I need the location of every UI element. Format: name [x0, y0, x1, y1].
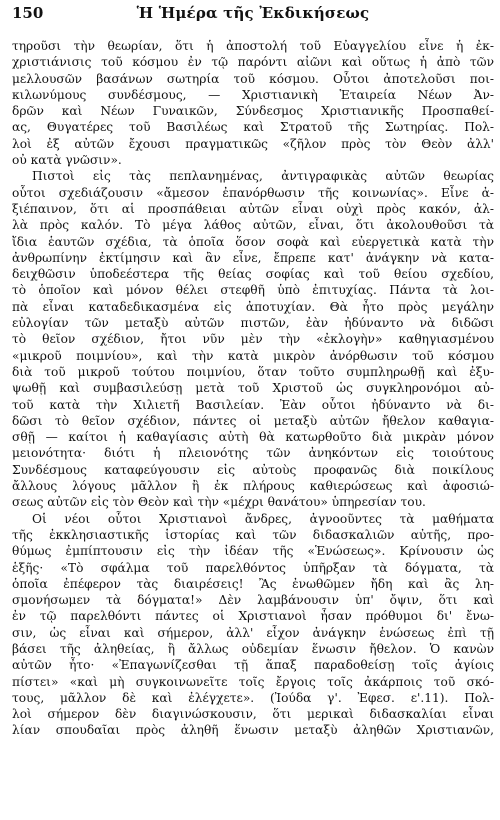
text-line: τὸ θεῖον σχέδιον, ἤτοι νῦν μὲν τὴν «ἐκλογὴν» καθηγιασμένου — [12, 332, 494, 347]
text-line: θύμως ἐμπίπτουσιν εἰς τὴν ἰδέαν τῆς «Ἑνώσεως». Κρίνουσιν ὡς — [12, 544, 494, 559]
text-line: τους, μᾶλλον δὲ καὶ ἐλέγχετε». (Ἰούδα γ'. Ἐφεσ. ε'.11). Πολ- — [12, 690, 494, 705]
text-line: σιν, ὡς εἶναι καὶ σήμερον, ἀλλ' εἶχον ἀνάγκην ἑνώσεως ἐπὶ τῇ — [12, 625, 494, 640]
text-line: σθῇ — καίτοι ἡ καθαγίασις αὐτὴ θὰ κατωρθοῦτο διὰ μικρὰν μόνον — [12, 430, 494, 445]
body-text — [12, 38, 494, 739]
text-line: δρῶν καὶ Νέων Γυναικῶν, Σύνδεσμος Χριστιανικῆς Προσπαθεί- — [12, 104, 494, 119]
text-line: ἐν τῷ παρελθόντι πάντες οἱ Χριστιανοὶ ἦσαν πρόθυμοι δι' ἔνω- — [12, 609, 494, 624]
text-line: πίστει» «καὶ μὴ συγκοινωνεῖτε τοῖς ἔργοις τοῖς ἀκάρποις τοῦ σκό- — [12, 674, 494, 689]
text-line: Συνδέσμους καταφεύγουσιν εἰς αὐτοὺς προφανῶς διὰ ποικίλους — [12, 462, 494, 477]
text-line: τὸ ὁποῖον καὶ μόνον θέλει στεφθῆ ὑπὸ ἐπιτυχίας. Πάντα τὰ λοι- — [12, 283, 494, 298]
text-line: κιλωνύμους συνδέσμους, — Χριστιανικὴ Ἑταιρεία Νέων Ἀν- — [12, 87, 494, 102]
text-line: διὰ τοῦ μικροῦ τούτου ποιμνίου, ὅταν τοῦτο συμπληρωθῇ καὶ ἐξυ- — [12, 364, 494, 379]
text-line: ἴδια ἑαυτῶν σχέδια, τὰ ὁποῖα ὅσον σοφὰ καὶ εὐεργετικὰ κατὰ τὴν — [12, 234, 494, 249]
paragraph — [12, 38, 494, 168]
text-line: οὐ κατὰ γνῶσιν». — [12, 153, 122, 168]
text-line: αὐτῶν ἦτο· «Ἐπαγωνίζεσθαι τῇ ἅπαξ παραδοθείσῃ τοῖς ἁγίοις — [12, 658, 494, 673]
text-line: ψωθῇ καὶ συμβασιλεύσῃ μετὰ τοῦ Χριστοῦ ὡς συγκληρονόμοι αὐ- — [12, 381, 494, 396]
text-line: δῶσι τὸ θεῖον σχέδιον, πάντες οἱ μεταξὺ αὐτῶν ἤθελον καθαγια- — [12, 413, 494, 428]
text-line: τοῦ κατὰ τὴν Χιλιετῆ Βασιλείαν. Ἐὰν οὗτοι ἠδύναντο νὰ δι- — [12, 397, 494, 412]
page-number: 150 — [12, 4, 44, 22]
text-line: πὰ εἶναι καταδεδικασμένα εἰς ἀποτυχίαν. Θὰ ἦτο πρὸς μεγάλην — [12, 299, 494, 314]
text-line: Πιστοὶ εἰς τὰς πεπλανημένας, ἀντιγραφικὰς αὐτῶν θεωρίας — [32, 169, 494, 184]
text-line: λοὶ σήμερον δὲν διαγινώσκουσιν, ὅτι μερικαὶ διδασκαλίαι εἶναι — [12, 707, 494, 722]
text-line: ἄλλους λόγους μᾶλλον ἢ ἐκ πλήρους καθιερώσεως καὶ ἀφοσιώ- — [12, 479, 494, 494]
text-line: χριστιάνισις τοῦ κόσμου ἐν τῷ παρόντι αἰῶνι καὶ οὕτως ἡ ἀπὸ τῶν — [12, 55, 494, 70]
text-line: σμονήσωμεν τὰ δόγματα!» Δὲν λαμβάνουσιν ὑπ' ὄψιν, ὅτι καὶ — [12, 593, 494, 608]
text-line: λὰ πρὸς καλόν. Τὸ μέγα λάθος αὐτῶν, εἶναι, ὅτι ἀκολουθοῦσι τὰ — [12, 218, 494, 233]
text-line: τηροῦσι τὴν θεωρίαν, ὅτι ἡ ἀποστολή τοῦ Εὐαγγελίου εἶνε ἡ ἐκ- — [12, 39, 494, 53]
text-line: ξιέπαινον, ὅτι αἱ προσπάθειαι αὐτῶν εἶναι οὐχὶ πρὸς κακόν, ἀλ- — [12, 201, 494, 216]
text-line: ἑξῆς· «Τὸ σφάλμα τοῦ παρελθόντος ὑπῆρξαν τὰ δόγματα, τὰ — [12, 560, 494, 575]
text-line: ἀνθρωπίνην ἐκτίμησιν καὶ ἂν εἶνε, ἔπρεπε κατ' ἀνάγκην νὰ κατα- — [12, 250, 494, 265]
text-line: ὁποῖα ἐπέφερον τὰς διαιρέσεις! Ἂς ἐνωθῶμεν ἤδη καὶ ἂς λη- — [12, 576, 494, 591]
text-line: ας, Θυγατέρες τοῦ Βασιλέως καὶ Στρατοῦ τῆς Σωτηρίας. Πολ- — [12, 120, 494, 135]
text-line: σεως αὐτῶν εἰς τὸν Θεὸν καὶ τὴν «μέχρι θανάτου» ὑπηρεσίαν του. — [12, 495, 426, 510]
text-line: δειχθῶσιν ὑποδεέστερα τῆς θείας σοφίας καὶ τοῦ θείου σχεδίου, — [12, 267, 494, 282]
text-line: Οἱ νέοι οὗτοι Χριστιανοὶ ἄνδρες, ἀγνοοῦντες τὰ μαθήματα — [32, 511, 494, 526]
paragraph — [12, 511, 494, 739]
text-line: λοὶ ἐξ αὐτῶν ἔχουσι πραγματικῶς «ζῆλον πρὸς τὸν Θεὸν ἀλλ' — [12, 136, 494, 151]
text-line: μειονότητα· διότι ἡ πλειονότης τῶν ἀνηκόντων εἰς τοιούτους — [12, 446, 494, 461]
text-line: βάσει τῆς ἀληθείας, ἢ ἄλλως οὐδεμίαν ἕνωσιν ἤθελον. Ὁ κανὼν — [12, 641, 494, 656]
text-line: εὐλογίαν τῶν μεταξὺ αὐτῶν πιστῶν, ἐὰν ἠδύναντο νὰ διδῶσι — [12, 316, 494, 331]
text-line: «μικροῦ ποιμνίου», καὶ τὴν κατὰ μικρὸν ἀνόρθωσιν τοῦ κόσμου — [12, 348, 494, 363]
text-line: μελλουσῶν βασάνων σωτηρία τοῦ κόσμου. Οὗτοι ἀποτελοῦσι ποι- — [12, 71, 494, 86]
text-line: λίαν σπουδαῖαι πρὸς ἀληθῆ ἕνωσιν μεταξὺ ἀληθῶν Χριστιανῶν, — [12, 723, 494, 738]
text-line: τῆς ἐκκλησιαστικῆς ἱστορίας καὶ τῶν διδασκαλιῶν αὐτῆς, προ- — [12, 527, 494, 542]
paragraph — [12, 168, 494, 510]
running-title: Ἡ Ἡμέρα τῆς Ἐκδικήσεως — [136, 4, 370, 22]
page-header — [12, 4, 494, 26]
text-line: οὗτοι σχεδιάζουσιν «ἄμεσον ἐπανόρθωσιν τῆς κοινωνίας». Εἶνε ἀ- — [12, 185, 494, 200]
